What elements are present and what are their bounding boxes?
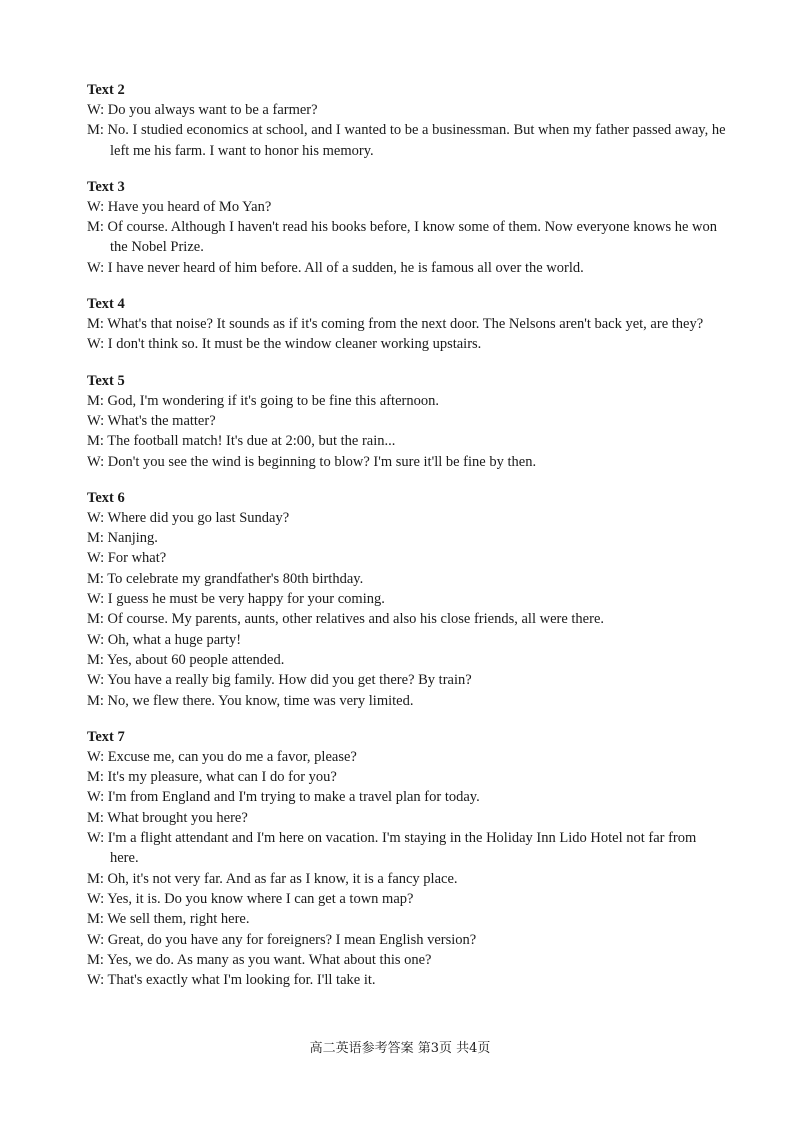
dialogue-line: W: That's exactly what I'm looking for. I'll take it. bbox=[87, 972, 376, 989]
dialogue-line: M: Yes, we do. As many as you want. What about this one? bbox=[87, 951, 432, 968]
dialogue-line: M: God, I'm wondering if it's going to be fine this afternoon. bbox=[87, 392, 439, 409]
section-title: Text 5 bbox=[87, 372, 125, 389]
dialogue-line: M: Of course. Although I haven't read his books before, I know some of them. Now everyone knows he won the Nobel Prize. bbox=[87, 219, 718, 256]
dialogue-line: M: What's that noise? It sounds as if it's coming from the next door. The Nelsons aren't back yet, are they? bbox=[87, 316, 704, 333]
text-section-7 bbox=[87, 727, 727, 991]
text-section-4 bbox=[87, 294, 727, 355]
dialogue-line: W: Great, do you have any for foreigners? I mean English version? bbox=[87, 931, 477, 948]
dialogue-line: M: Yes, about 60 people attended. bbox=[87, 651, 285, 668]
section-title: Text 4 bbox=[87, 296, 125, 313]
text-section-5 bbox=[87, 371, 727, 472]
dialogue-line: M: No. I studied economics at school, and I wanted to be a businessman. But when my father passed away, he left me his farm. I want to honor his memory. bbox=[87, 122, 726, 159]
dialogue-line: W: Oh, what a huge party! bbox=[87, 631, 242, 648]
section-title: Text 6 bbox=[87, 489, 125, 506]
dialogue-line: M: Of course. My parents, aunts, other relatives and also his close friends, all were there. bbox=[87, 611, 605, 628]
dialogue-line: W: Don't you see the wind is beginning to blow? I'm sure it'll be fine by then. bbox=[87, 453, 537, 470]
dialogue-line: W: You have a really big family. How did you get there? By train? bbox=[87, 672, 472, 689]
dialogue-line: W: I'm from England and I'm trying to make a travel plan for today. bbox=[87, 789, 480, 806]
dialogue-line: W: Have you heard of Mo Yan? bbox=[87, 198, 272, 215]
text-section-2 bbox=[87, 80, 727, 161]
dialogue-line: M: Oh, it's not very far. And as far as I know, it is a fancy place. bbox=[87, 870, 458, 887]
dialogue-line: W: Do you always want to be a farmer? bbox=[87, 102, 318, 118]
dialogue-line: W: Where did you go last Sunday? bbox=[87, 509, 290, 526]
dialogue-line: W: What's the matter? bbox=[87, 412, 216, 429]
document-body bbox=[87, 80, 727, 1006]
dialogue-line: M: It's my pleasure, what can I do for you? bbox=[87, 769, 337, 786]
dialogue-line: W: Excuse me, can you do me a favor, please? bbox=[87, 748, 357, 765]
dialogue-line: W: For what? bbox=[87, 550, 167, 567]
dialogue-line: M: What brought you here? bbox=[87, 809, 248, 826]
dialogue-line: W: I don't think so. It must be the window cleaner working upstairs. bbox=[87, 336, 482, 353]
dialogue-line: W: I have never heard of him before. All of a sudden, he is famous all over the world. bbox=[87, 259, 584, 276]
text-section-3 bbox=[87, 177, 727, 278]
section-title: Text 7 bbox=[87, 728, 125, 745]
section-title: Text 3 bbox=[87, 178, 125, 195]
text-section-6 bbox=[87, 488, 727, 711]
dialogue-line: M: Nanjing. bbox=[87, 530, 158, 547]
dialogue-line: M: The football match! It's due at 2:00, but the rain... bbox=[87, 433, 396, 450]
dialogue-line: W: I'm a flight attendant and I'm here on vacation. I'm staying in the Holiday Inn Lido Hotel not far from here. bbox=[87, 830, 697, 867]
dialogue-line: W: Yes, it is. Do you know where I can get a town map? bbox=[87, 890, 414, 907]
page-footer: 高二英语参考答案 第3页 共4页 bbox=[309, 1041, 491, 1056]
dialogue-line: M: To celebrate my grandfather's 80th birthday. bbox=[87, 570, 364, 587]
section-title: Text 2 bbox=[87, 82, 125, 98]
dialogue-line: M: We sell them, right here. bbox=[87, 911, 250, 928]
dialogue-line: W: I guess he must be very happy for your coming. bbox=[87, 591, 385, 608]
dialogue-line: M: No, we flew there. You know, time was very limited. bbox=[87, 692, 414, 709]
